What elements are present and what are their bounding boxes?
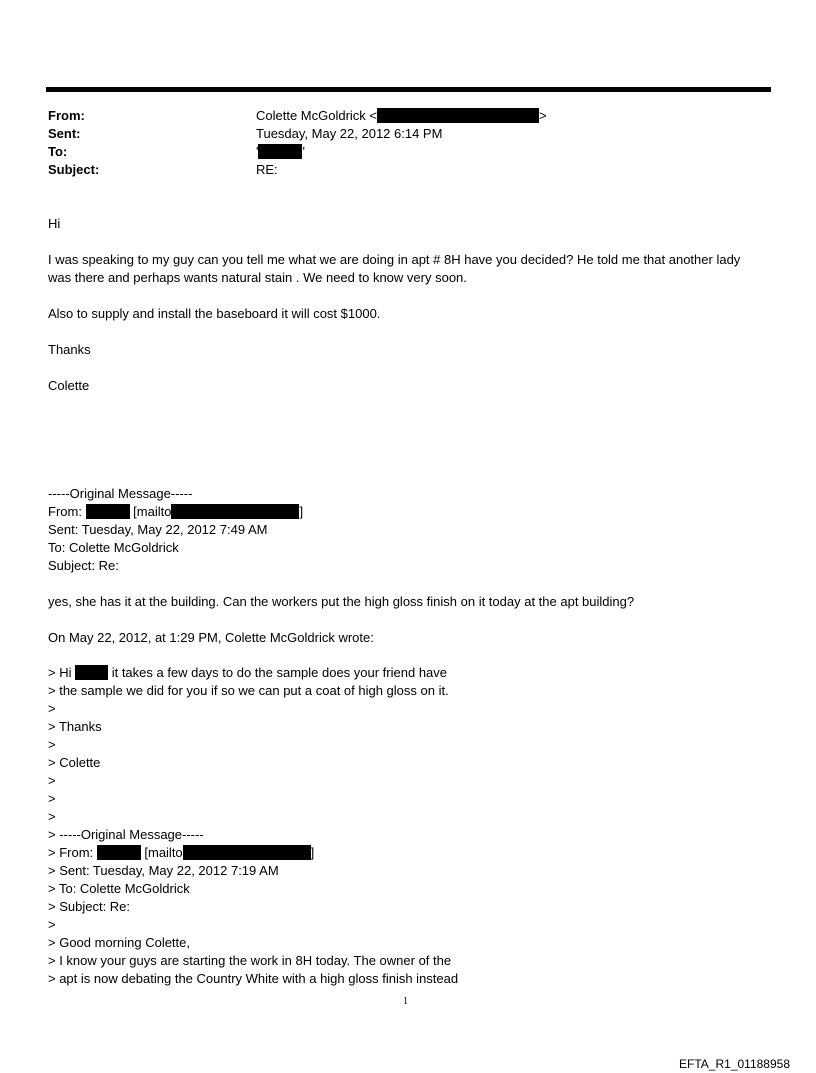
quoted-blank: > <box>48 737 56 752</box>
quoted-line: > Good morning Colette, <box>48 935 190 950</box>
redaction-bar <box>171 504 299 519</box>
to-label: To: <box>48 144 68 159</box>
quoted-subject-line: > Subject: Re: <box>48 899 131 914</box>
to-open-quote: ' <box>256 144 259 159</box>
signature: Colette <box>48 378 90 393</box>
quoted-to-line: > To: Colette McGoldrick <box>48 881 190 896</box>
quoted-sent-line: > Sent: Tuesday, May 22, 2012 7:19 AM <box>48 863 279 878</box>
document-id: EFTA_R1_01188958 <box>679 1057 790 1071</box>
original-from-line <box>48 503 303 521</box>
header-rule <box>46 87 771 92</box>
redaction-bar <box>97 845 141 860</box>
subject-label: Subject: <box>48 162 100 177</box>
from-name: Colette McGoldrick < <box>256 108 378 123</box>
to-value <box>256 143 305 161</box>
quoted-hi: > Hi <box>48 665 76 680</box>
redaction-bar <box>75 665 108 680</box>
redaction-bar <box>258 144 305 159</box>
quoted-line: > apt is now debating the Country White with a high gloss finish instead <box>48 971 459 986</box>
redaction-bar <box>377 108 539 123</box>
message-paragraph: Also to supply and install the baseboard it will cost $1000. <box>48 306 381 321</box>
quoted-line: > Colette <box>48 755 101 770</box>
mailto-text: [mailto <box>140 845 183 860</box>
thanks-line: Thanks <box>48 342 91 357</box>
to-close-quote: ' <box>302 144 305 159</box>
from-value <box>256 107 547 125</box>
redaction-bar <box>86 504 130 519</box>
original-to-line: To: Colette McGoldrick <box>48 540 179 555</box>
quoted-blank: > <box>48 701 56 716</box>
mailto-text: [mailto <box>129 504 172 519</box>
message-paragraph-line: I was speaking to my guy can you tell me what we are doing in apt # 8H have you decided? He told me that another lady <box>48 252 741 267</box>
from-close: > <box>539 108 547 123</box>
reply-text: yes, she has it at the building. Can the workers put the high gloss finish on it today at the apt building? <box>48 594 635 609</box>
quoted-blank: > <box>48 917 56 932</box>
subject-value: RE: <box>256 162 278 177</box>
sent-value: Tuesday, May 22, 2012 6:14 PM <box>256 126 443 141</box>
page-number: 1 <box>403 996 408 1007</box>
mailto-close: ] <box>310 845 315 860</box>
quoted-line <box>48 664 447 682</box>
quoted-from-line <box>48 844 314 862</box>
wrote-line: On May 22, 2012, at 1:29 PM, Colette McGoldrick wrote: <box>48 630 374 645</box>
quoted-blank: > <box>48 809 56 824</box>
quoted-line: > Thanks <box>48 719 102 734</box>
greeting: Hi <box>48 216 61 231</box>
original-subject-line: Subject: Re: <box>48 558 119 573</box>
quoted-line: > I know your guys are starting the work in 8H today. The owner of the <box>48 953 452 968</box>
quoted-line: > the sample we did for you if so we can put a coat of high gloss on it. <box>48 683 449 698</box>
from-label: From: <box>48 108 85 123</box>
from-prefix: > From: <box>48 845 97 860</box>
quoted-divider: > -----Original Message----- <box>48 827 204 842</box>
sent-label: Sent: <box>48 126 81 141</box>
redaction-bar <box>183 845 311 860</box>
quoted-text: it takes a few days to do the sample does your friend have <box>108 665 448 680</box>
original-sent-line: Sent: Tuesday, May 22, 2012 7:49 AM <box>48 522 268 537</box>
mailto-close: ] <box>299 504 304 519</box>
quoted-blank: > <box>48 773 56 788</box>
message-paragraph-line: was there and perhaps wants natural stain . We need to know very soon. <box>48 270 467 285</box>
from-prefix: From: <box>48 504 86 519</box>
original-message-divider: -----Original Message----- <box>48 486 193 501</box>
quoted-blank: > <box>48 791 56 806</box>
